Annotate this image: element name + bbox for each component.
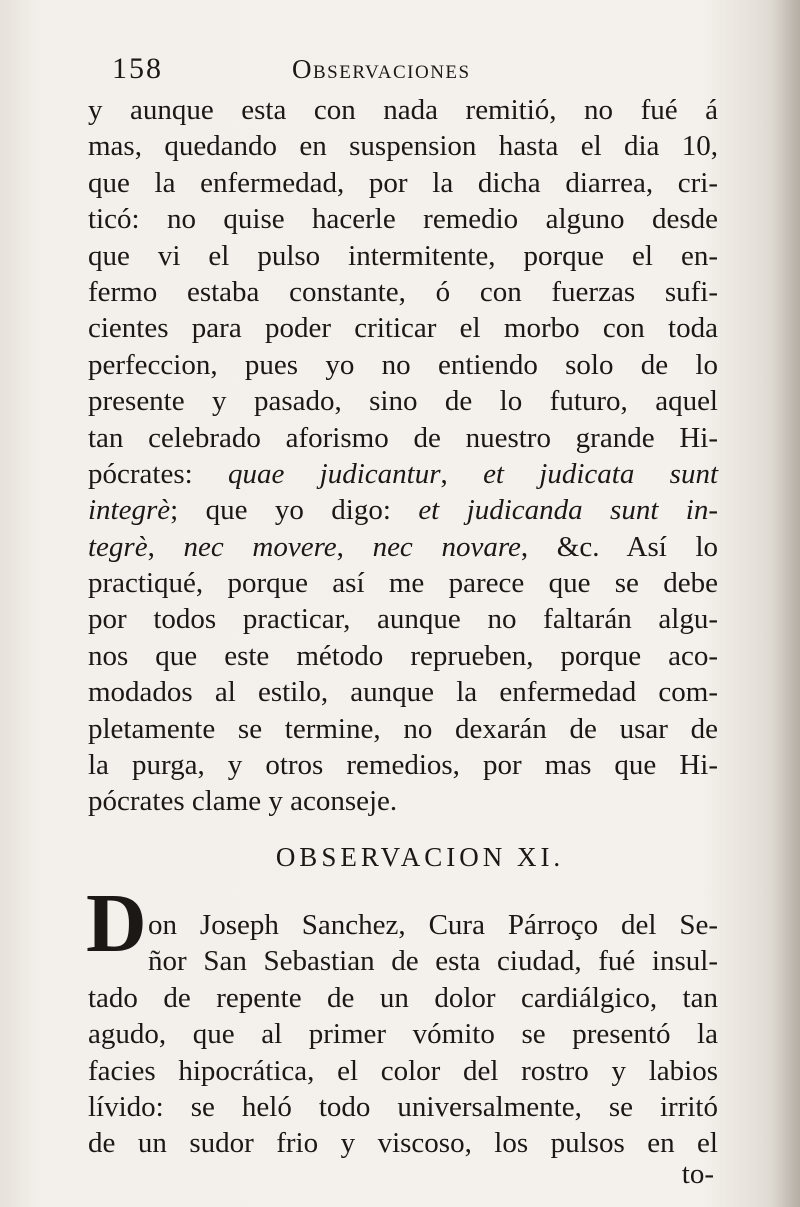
catchword: to- — [681, 1158, 714, 1190]
text-line: lívido: se heló todo universalmente, se irritó — [88, 1090, 718, 1123]
page-number: 158 — [112, 52, 163, 85]
text-line: modados al estilo, aunque la enfermedad com- — [88, 676, 718, 709]
section-heading-text: OBSERVACION XI. — [275, 842, 565, 872]
drop-cap: D — [86, 877, 147, 970]
text-line: presente y pasado, sino de lo futuro, aquel — [88, 385, 718, 418]
text-line: on Joseph Sanchez, Cura Párroço del Se- — [148, 909, 718, 941]
text-line: facies hipocrática, el color del rostro y labios — [88, 1054, 718, 1087]
text-line: nos que este método reprueben, porque aco- — [88, 639, 718, 672]
text-line: que la enfermedad, por la dicha diarrea, cri- — [88, 166, 718, 199]
page-header — [112, 52, 532, 92]
text-line: pócrates: quae judicantur, et judicata sunt — [88, 457, 718, 490]
section-heading — [0, 842, 800, 873]
running-head: Observaciones — [292, 54, 471, 84]
text-line: mas, quedando en suspension hasta el dia 10, — [88, 130, 718, 163]
page-edge-shadow — [772, 0, 800, 1207]
text-line: practiqué, porque así me parece que se debe — [88, 567, 718, 600]
body-text — [88, 92, 718, 820]
text-line: perfeccion, pues yo no entiendo solo de lo — [88, 348, 718, 381]
section-body-text — [88, 907, 718, 1162]
text-line: agudo, que al primer vómito se presentó la — [88, 1018, 718, 1051]
text-line: pócrates clame y aconseje. — [88, 785, 398, 818]
text-line: por todos practicar, aunque no faltarán algu- — [88, 603, 718, 636]
text-line: pletamente se termine, no dexarán de usar de — [88, 712, 718, 745]
text-line: ticó: no quise hacerle remedio alguno desde — [88, 203, 718, 236]
text-line: tado de repente de un dolor cardiálgico, tan — [88, 981, 718, 1014]
text-line: que vi el pulso intermitente, porque el en- — [88, 239, 718, 272]
text-line: fermo estaba constante, ó con fuerzas sufi- — [88, 275, 718, 308]
text-line: integrè; que yo digo: et judicanda sunt in- — [88, 494, 718, 527]
text-line: y aunque esta con nada remitió, no fué á — [88, 94, 718, 126]
text-line: la purga, y otros remedios, por mas que Hi- — [88, 749, 718, 782]
text-line: tan celebrado aforismo de nuestro grande Hi- — [88, 421, 718, 454]
text-line: de un sudor frio y viscoso, los pulsos en el — [88, 1127, 718, 1160]
text-line: cientes para poder criticar el morbo con toda — [88, 312, 718, 345]
text-line: tegrè, nec movere, nec novare, &c. Así lo — [88, 530, 719, 563]
text-line: ñor San Sebastian de esta ciudad, fué insul- — [148, 945, 718, 978]
